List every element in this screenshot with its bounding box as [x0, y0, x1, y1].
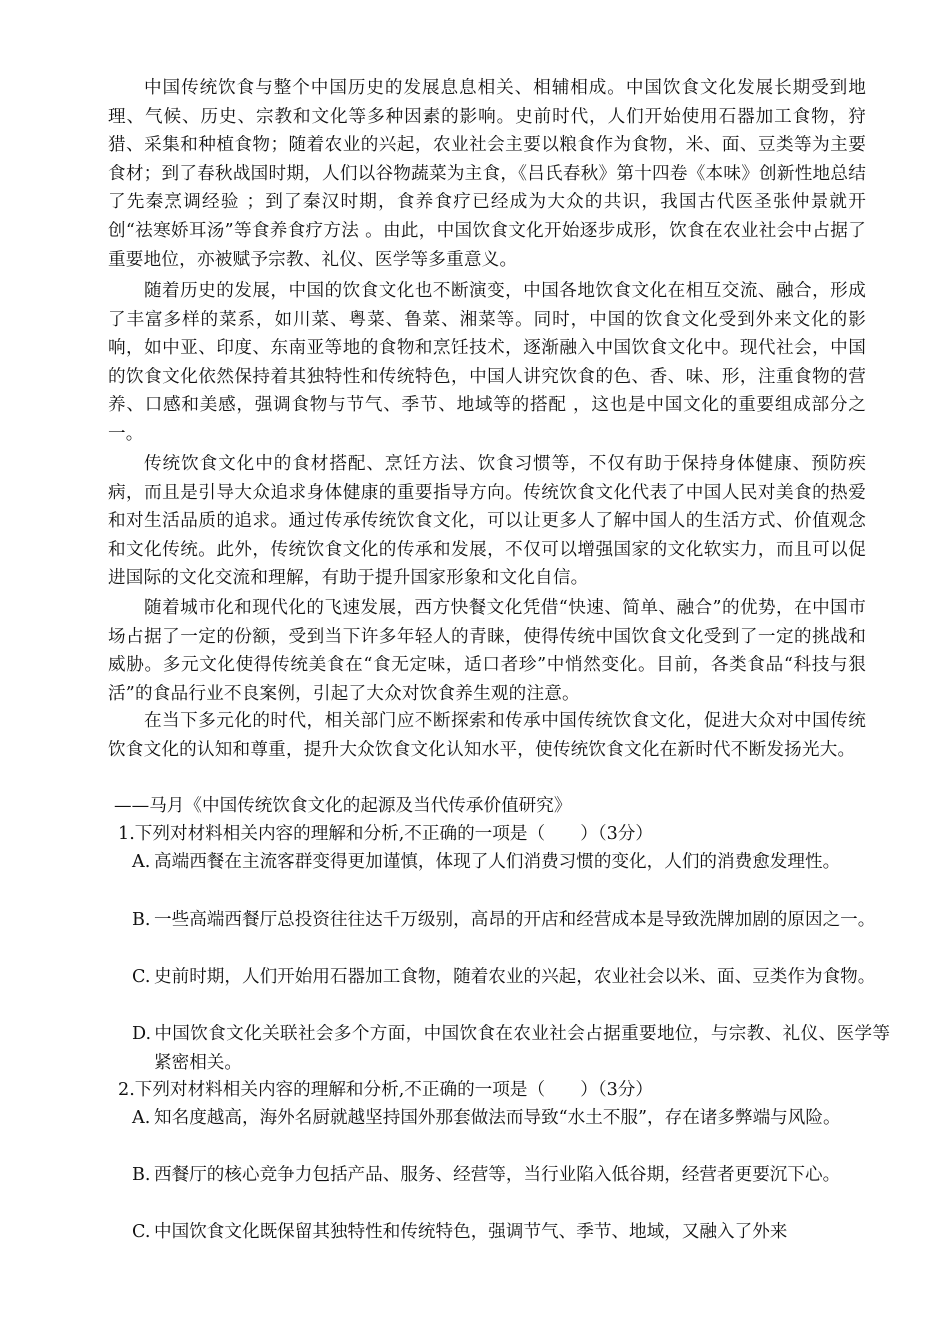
option-letter: A. [132, 1108, 151, 1128]
question-1-option-a[interactable] [132, 848, 890, 877]
option-letter: B. [132, 1165, 151, 1185]
passage-paragraph-4: 随着城市化和现代化的飞速发展，西方快餐文化凭借“快速、简单、融合”的优势，在中国市场占据了一定的份额，受到当下许多年轻人的青睐，使得传统中国饮食文化受到了一定的挑战和威胁。多元文化使得传统美食在“食无定味，适口者珍”中悄然变化。目前，各类食品“科技与狠活”的食品行业不良案例，引起了大众对饮食养生观的注意。 [108, 598, 866, 704]
question-1-option-c[interactable] [132, 963, 890, 992]
option-text: 中国饮食文化关联社会多个方面，中国饮食在农业社会占据重要地位，与宗教、礼仪、医学等紧密相关。 [154, 1024, 890, 1073]
option-letter: B. [132, 910, 151, 930]
question-1-stem: 1.下列对材料相关内容的理解和分析,不正确的一项是（ ）（3分） [118, 824, 653, 844]
option-text: 高端西餐在主流客群变得更加谨慎，体现了人们消费习惯的变化，人们的消费愈发理性。 [154, 852, 841, 872]
question-2-option-b[interactable] [132, 1161, 890, 1190]
option-text: 中国饮食文化既保留其独特性和传统特色，强调节气、季节、地域，又融入了外来 [154, 1222, 788, 1242]
passage-paragraph-3: 传统饮食文化中的食材搭配、烹饪方法、饮食习惯等，不仅有助于保持身体健康、预防疾病，而且是引导大众追求身体健康的重要指导方向。传统饮食文化代表了中国人民对美食的热爱和对生活品质的追求。通过传承传统饮食文化，可以让更多人了解中国人的生活方式、价值观念和文化传统。此外，传统饮食文化的传承和发展，不仅可以增强国家的文化软实力，而且可以促进国际的文化交流和理解，有助于提升国家形象和文化自信。 [108, 454, 866, 589]
question-2-option-a[interactable] [132, 1104, 890, 1133]
option-text: 史前时期，人们开始用石器加工食物，随着农业的兴起，农业社会以米、面、豆类作为食物。 [154, 967, 876, 987]
question-2-option-c[interactable] [132, 1218, 890, 1247]
option-text: 一些高端西餐厅总投资往往达千万级别，高昂的开店和经营成本是导致洗牌加剧的原因之一。 [154, 910, 876, 930]
passage-source: ——马月《中国传统饮食文化的起源及当代传承价值研究》 [114, 796, 572, 816]
passage-paragraph-5: 在当下多元化的时代，相关部门应不断探索和传承中国传统饮食文化，促进大众对中国传统饮食文化的认知和尊重，提升大众饮食文化认知水平，使传统饮食文化在新时代不断发扬光大。 [108, 711, 866, 760]
option-letter: C. [132, 1222, 151, 1242]
option-letter: C. [132, 967, 151, 987]
passage-paragraph-2: 随着历史的发展，中国的饮食文化也不断演变，中国各地饮食文化在相互交流、融合，形成了丰富多样的菜系，如川菜、粤菜、鲁菜、湘菜等。同时，中国的饮食文化受到外来文化的影响，如中亚、印度、东南亚等地的食物和烹饪技术，逐渐融入中国饮食文化中。现代社会，中国的饮食文化依然保持着其独特性和传统特色，中国人讲究饮食的色、香、味、形，注重食物的营养、口感和美感，强调食物与节气、季节、地域等的搭配 ，这也是中国文化的重要组成部分之一。 [108, 281, 866, 444]
passage-paragraph-1: 中国传统饮食与整个中国历史的发展息息相关、相辅相成。中国饮食文化发展长期受到地理、气候、历史、宗教和文化等多种因素的影响。史前时代，人们开始使用石器加工食物，狩猎、采集和种植食物；随着农业的兴起，农业社会主要以粮食作为食物，米、面、豆类等为主要食材；到了春秋战国时期，人们以谷物蔬菜为主食，《吕氏春秋》第十四卷《本味》创新性地总结了先秦烹调经验 ；到了秦汉时期，食养食疗已经成为大众的共识，我国古代医圣张仲景就开创“祛寒娇耳汤”等食养食疗方法 。由此，中国饮食文化开始逐步成形，饮食在农业社会中占据了重要地位，亦被赋予宗教、礼仪、医学等多重意义。 [108, 78, 866, 270]
option-text: 西餐厅的核心竞争力包括产品、服务、经营等，当行业陷入低谷期，经营者更要沉下心。 [154, 1165, 841, 1185]
option-letter: A. [132, 852, 151, 872]
question-2-stem: 2.下列对材料相关内容的理解和分析,不正确的一项是（ ）（3分） [118, 1080, 653, 1100]
option-letter: D. [132, 1024, 152, 1044]
question-1-option-b[interactable] [132, 906, 890, 935]
question-1-option-d[interactable] [132, 1020, 890, 1077]
option-text: 知名度越高，海外名厨就越坚持国外那套做法而导致“水土不服”，存在诸多弊端与风险。 [154, 1108, 841, 1128]
